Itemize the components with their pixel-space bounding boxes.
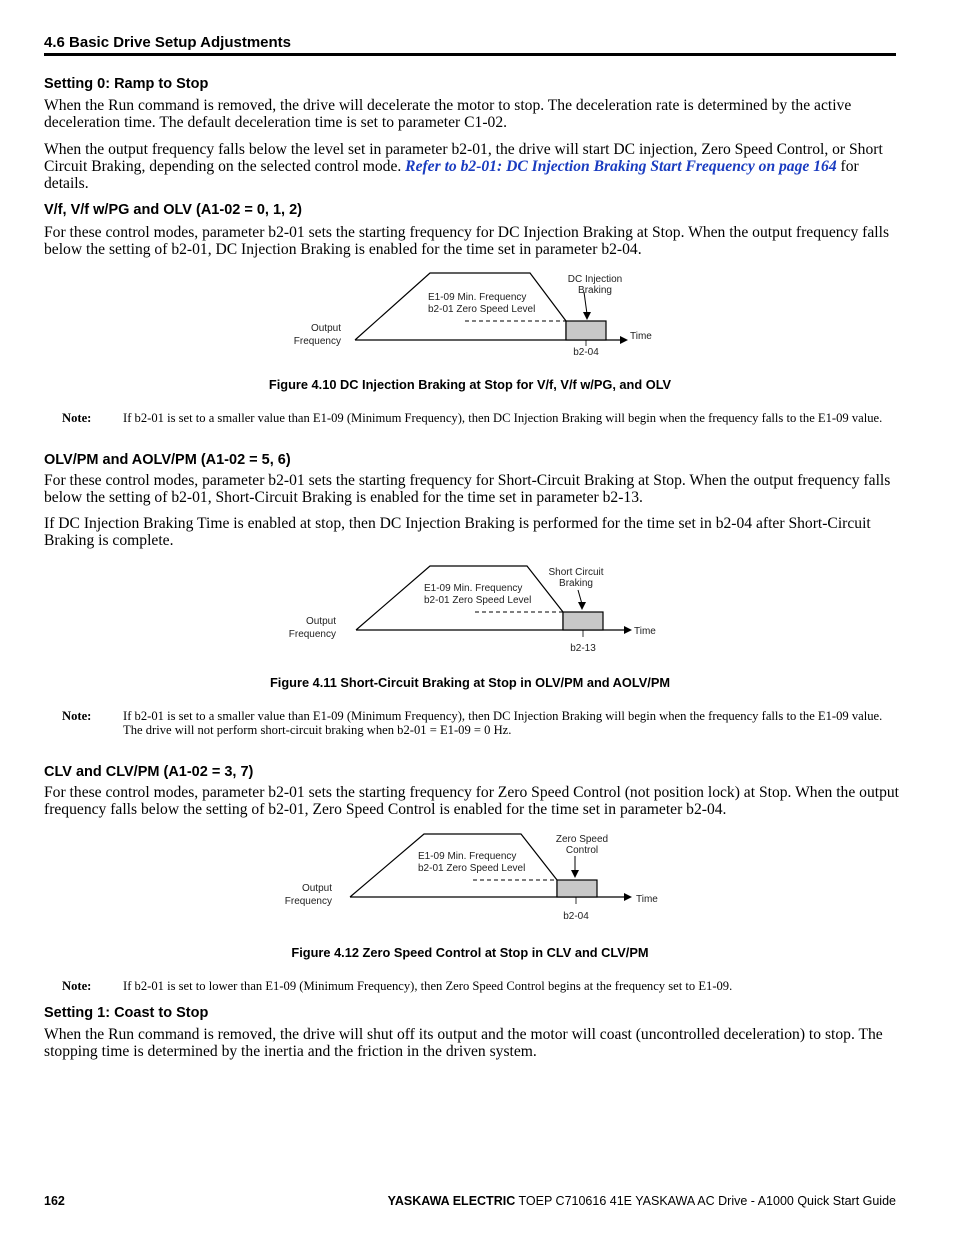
y-axis-label-line1: Output [305,616,336,627]
time-axis-label: Time [630,331,652,342]
braking-interval-box [557,880,597,897]
figure-caption-4-11: Figure 4.11 Short-Circuit Braking at Stop in OLV/PM and AOLV/PM [269,675,671,690]
reference-link-b2-01[interactable]: Refer to b2-01: DC Injection Braking Start Frequency on page 164 [405,158,837,175]
y-axis-label-line2: Frequency [284,896,332,907]
paragraph-ramp-to-stop: When the Run command is removed, the drive will decelerate the motor to stop. The deceleration rate is determined by the active deceleration time. The default deceleration time is set to parameter C1-02. [44,97,852,131]
paragraph-vf-description: For these control modes, parameter b2-01 sets the starting frequency for DC Injection Braking at Stop. When the output frequency falls below the setting of b2-01, DC Injection Braking is enabled for the time set in parameter b2-04. [44,224,890,258]
paragraph-olv-description: For these control modes, parameter b2-01 sets the starting frequency for Short-Circuit Braking at Stop. When the output frequency falls below the setting of b2-01, Short-Circuit Braking is enabled for the time set in parameter b2-13. [44,472,891,506]
param-label: b2-04 [573,347,599,358]
paragraph-text: for details. [44,158,859,192]
note-label: Note: [62,411,92,425]
page-number: 162 [44,1194,65,1208]
callout-label-line1: DC Injection [567,274,623,285]
time-axis-arrow [624,626,632,634]
figure-caption-4-10: Figure 4.10 DC Injection Braking at Stop for V/f, V/f w/PG, and OLV [268,377,672,392]
level-label-line2: b2-01 Zero Speed Level [428,304,536,315]
callout-arrowhead [571,870,579,878]
callout-arrow [578,590,582,604]
time-axis-label: Time [636,894,658,905]
figure-dc-injection-diagram [280,266,680,366]
braking-interval-box [563,612,603,630]
level-label-line1: E1-09 Min. Frequency [424,583,523,594]
level-label-line2: b2-01 Zero Speed Level [424,595,532,606]
braking-interval-box [566,321,606,340]
heading-setting-0: Setting 0: Ramp to Stop [44,76,209,92]
time-axis-label: Time [634,626,656,637]
paragraph-clv-description: For these control modes, parameter b2-01 sets the starting frequency for Zero Speed Control (not position lock) at Stop. When the output frequency falls below the setting of b2-01, Zero Speed Control is enabled for the time set in parameter b2-04. [44,784,900,818]
callout-arrowhead [578,602,586,610]
heading-clv-mode: CLV and CLV/PM (A1-02 = 3, 7) [44,764,254,780]
note-label: Note: [62,709,92,723]
callout-label-line2: Control [565,845,599,856]
callout-label-line2: Braking [559,578,593,589]
figure-caption-4-12: Figure 4.12 Zero Speed Control at Stop in CLV and CLV/PM [291,945,649,960]
y-axis-label-line2: Frequency [288,629,336,640]
y-axis-label-line1: Output [301,883,332,894]
y-axis-label-line2: Frequency [293,336,341,347]
time-axis-arrow [624,893,632,901]
param-label: b2-04 [563,911,589,922]
paragraph-coast-to-stop: When the Run command is removed, the drive will shut off its output and the motor will coast (uncontrolled deceleration) to stop. The stopping time is determined by the inertia and the friction in the driven system. [44,1026,883,1060]
heading-olv-pm-mode: OLV/PM and AOLV/PM (A1-02 = 5, 6) [44,452,291,468]
section-heading: 4.6 Basic Drive Setup Adjustments [44,34,896,56]
figure-short-circuit-diagram [280,560,680,660]
param-label: b2-13 [570,643,596,654]
y-axis-label-line1: Output [310,323,341,334]
footer-brand: YASKAWA ELECTRIC [387,1194,516,1208]
callout-label-line1: Zero Speed [555,834,609,845]
footer-doc-title: TOEP C710616 41E YASKAWA AC Drive - A1000 Quick Start Guide [515,1194,896,1208]
figure-zero-speed-diagram [270,830,680,930]
paragraph-output-frequency [44,141,900,192]
heading-vf-mode: V/f, V/f w/PG and OLV (A1-02 = 0, 1, 2) [44,202,302,218]
callout-arrowhead [583,312,591,320]
note-line: The drive will not perform short-circuit braking when b2-01 = E1-09 = 0 Hz. [123,723,512,737]
callout-label-line1: Short Circuit [548,567,604,578]
note-text: If b2-01 is set to a smaller value than E1-09 (Minimum Frequency), then DC Injection Braking will begin when the frequency falls to the E1-09 value. [123,411,883,425]
paragraph-dc-injection-after: If DC Injection Braking Time is enabled at stop, then DC Injection Braking is performed for the time set in b2-04 after Short-Circuit Braking is complete. [44,515,871,549]
paragraph-text: When the output frequency falls below the level set in parameter b2-01, the drive will start DC injection, Zero Speed Control, or Short Circuit Braking, depending on the selected control mode. [44,141,883,175]
footer-document-info [388,1194,896,1208]
note-line: If b2-01 is set to a smaller value than E1-09 (Minimum Frequency), then DC Injection Braking will begin when the frequency falls to the E1-09 value. [123,709,883,723]
note-text [123,709,899,737]
level-label-line2: b2-01 Zero Speed Level [418,863,526,874]
note-text: If b2-01 is set to lower than E1-09 (Minimum Frequency), then Zero Speed Control begins at the frequency set to E1-09. [123,979,733,993]
level-label-line1: E1-09 Min. Frequency [418,851,517,862]
level-label-line1: E1-09 Min. Frequency [428,292,527,303]
heading-setting-1: Setting 1: Coast to Stop [44,1005,209,1021]
callout-label-line2: Braking [578,285,612,296]
time-axis-arrow [620,336,628,344]
note-label: Note: [62,979,92,993]
